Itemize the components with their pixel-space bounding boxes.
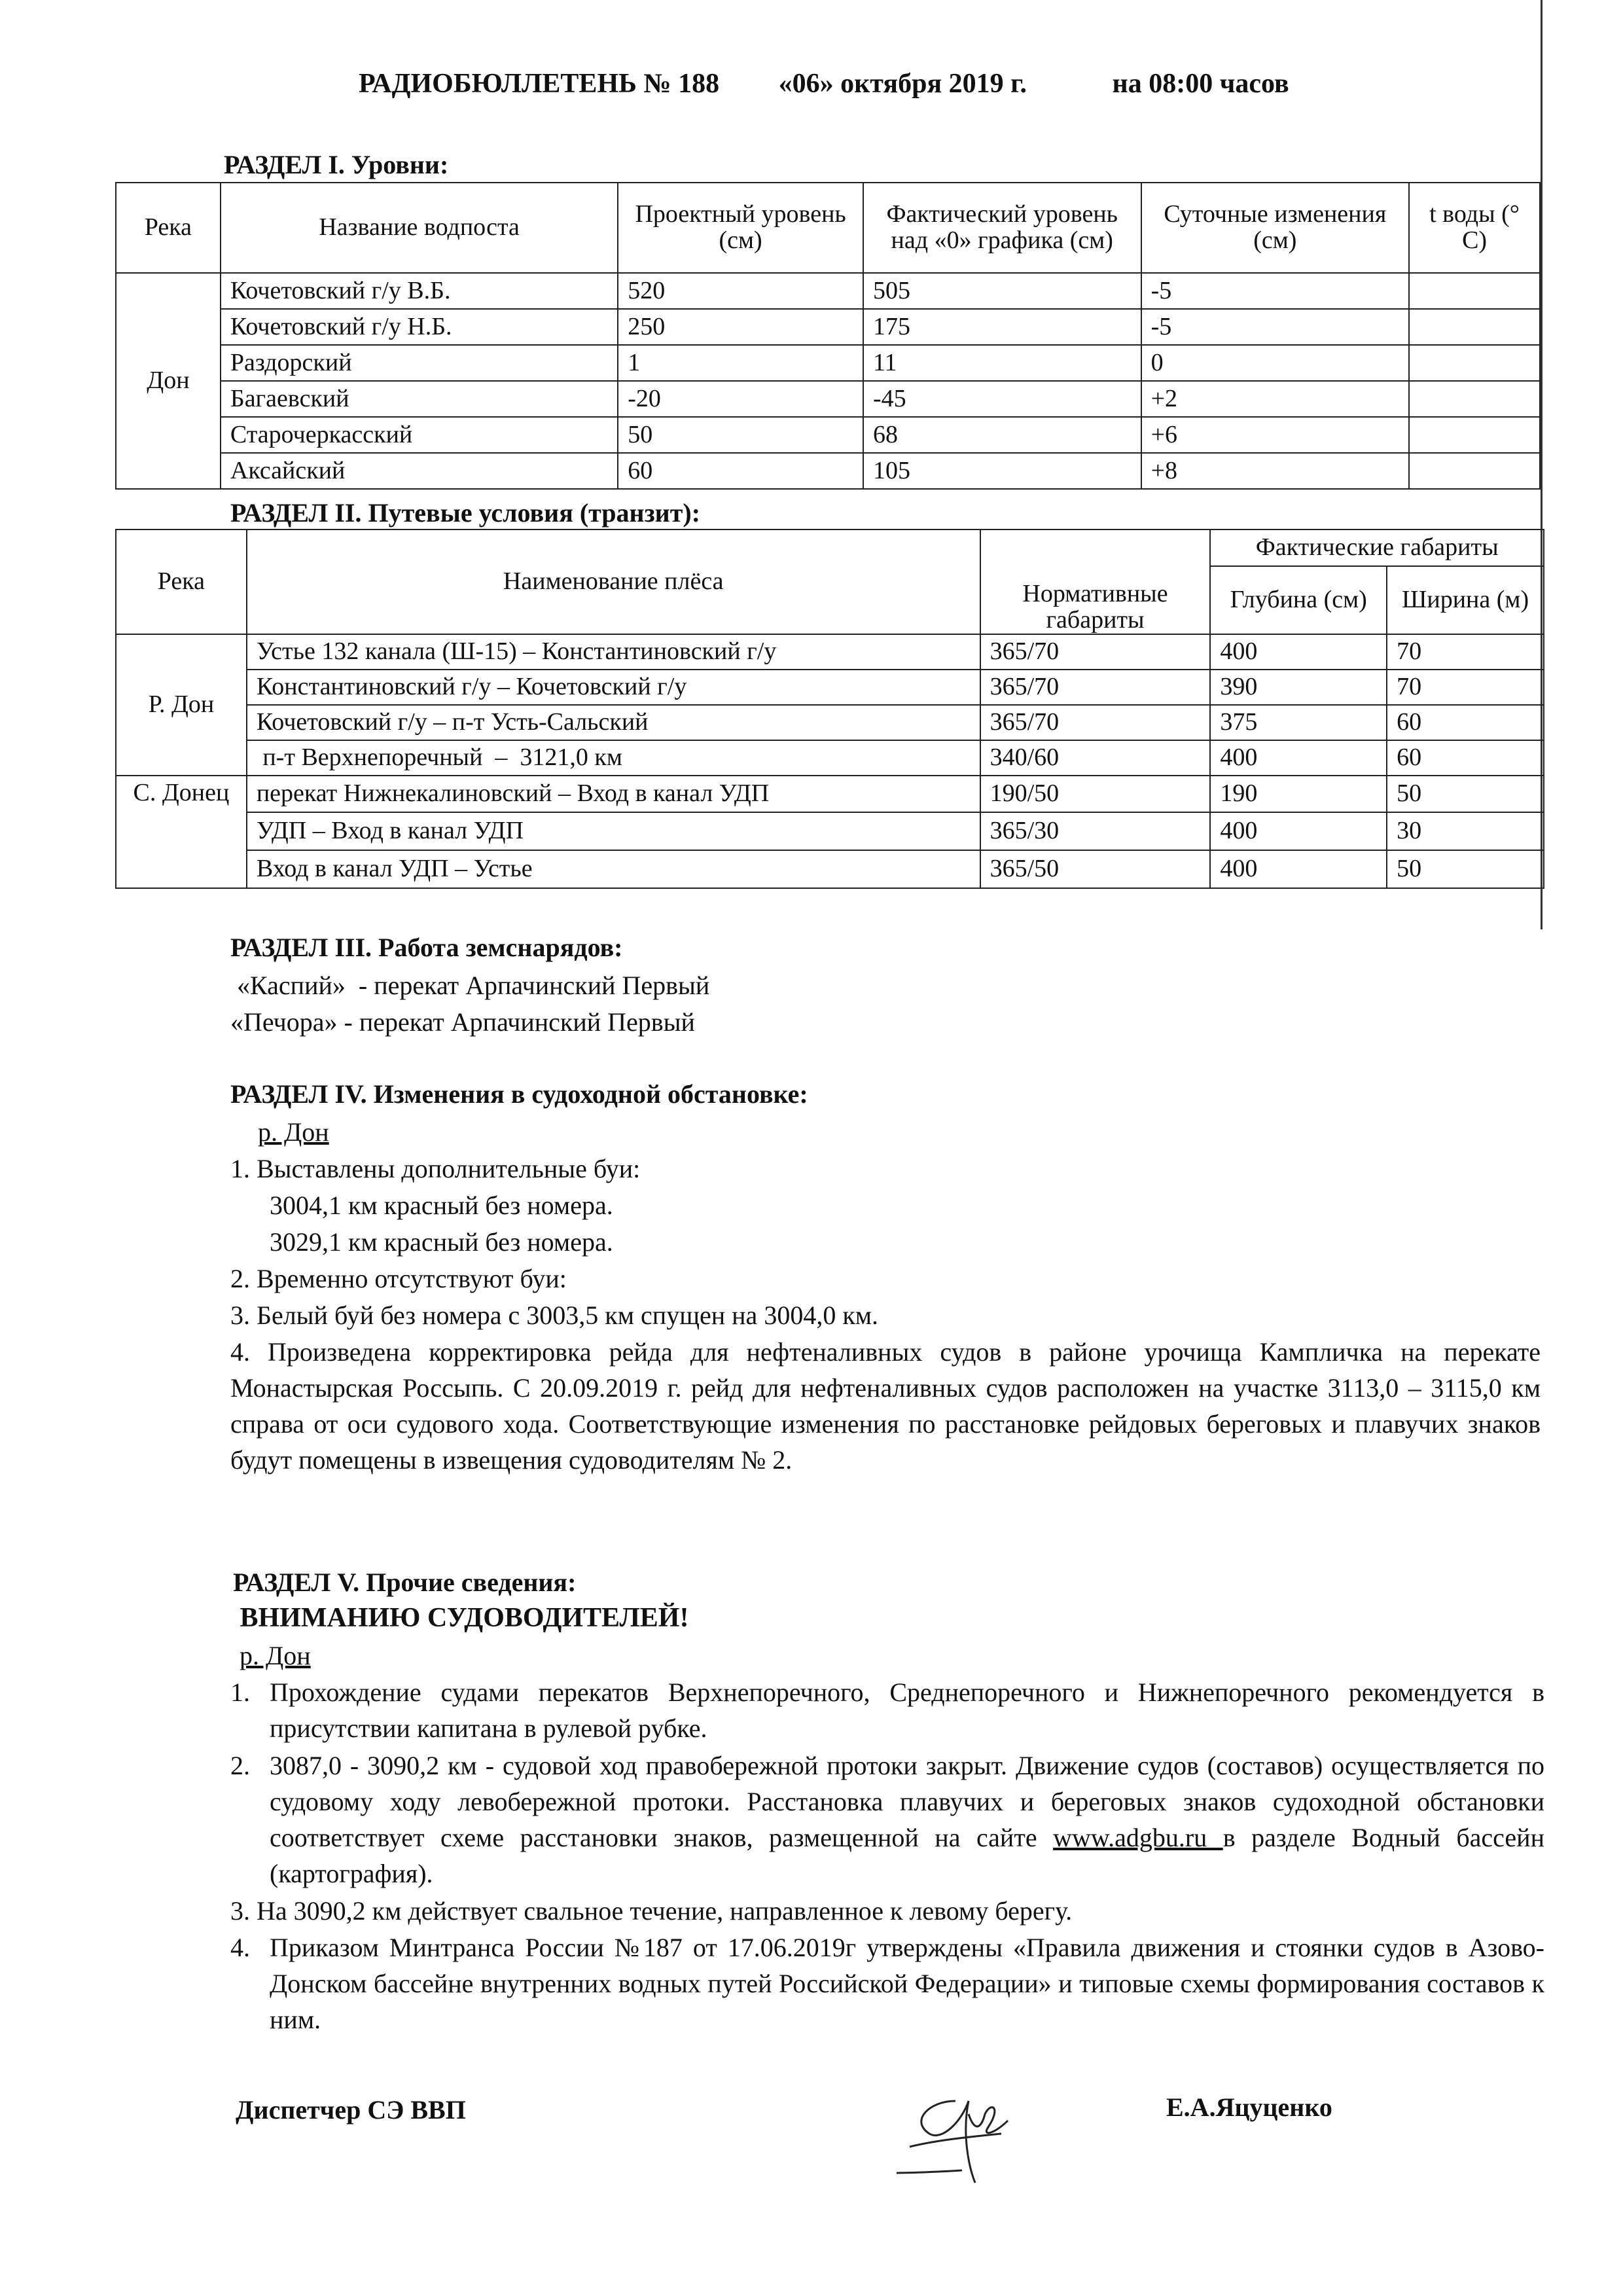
table-row [116, 670, 1544, 705]
reach-name: Константиновский г/у – Кочетовский г/у [247, 670, 980, 705]
bulletin-title: РАДИОБЮЛЛЕТЕНЬ № 188 [359, 69, 720, 99]
levels-col-river: Река [116, 183, 221, 273]
dispatcher-name: Е.А.Яцуценко [1166, 2092, 1332, 2122]
water-temp [1409, 273, 1540, 309]
bulletin-time: на 08:00 часов [1112, 69, 1289, 99]
reach-name: Устье 132 канала (Ш-15) – Константиновский г/у [247, 634, 980, 670]
transit-table [115, 529, 1544, 889]
transit-river-cell: Р. Дон [116, 634, 247, 776]
actual-depth: 390 [1210, 670, 1387, 705]
levels-col-actual: Фактический уровень над «0» графика (см) [863, 183, 1141, 273]
actual-depth: 400 [1210, 634, 1387, 670]
actual-level: 68 [863, 417, 1141, 453]
water-temp [1409, 309, 1540, 345]
table-row [116, 740, 1544, 776]
info-item-text: 3087,0 - 3090,2 км - судовой ход правобережной протоки закрыт. Движение судов (составов) осуществляется по судовому ходу левобережной протоки. Расстановка плавучих и береговых знаков судоходной обстановки соответствует схеме расстановки знаков, размещенной на сайте [270, 1751, 1544, 1852]
dredger-line: «Каспий» - перекат Арпачинский Первый [230, 971, 710, 1000]
reach-name: перекат Нижнекалиновский – Вход в канал УДП [247, 776, 980, 812]
section-1-title: РАЗДЕЛ I. Уровни: [224, 150, 449, 179]
table-row [116, 381, 1540, 417]
change-item: 3029,1 км красный без номера. [270, 1227, 613, 1257]
design-level: 1 [618, 345, 863, 381]
bulletin-header [359, 68, 1289, 99]
water-temp [1409, 453, 1540, 489]
water-temp [1409, 417, 1540, 453]
post-name: Багаевский [221, 381, 618, 417]
actual-width: 30 [1387, 812, 1544, 850]
actual-level: 505 [863, 273, 1141, 309]
change-item: 3004,1 км красный без номера. [270, 1191, 613, 1220]
levels-col-design: Проектный уровень (см) [618, 183, 863, 273]
change-item: 2. Временно отсутствуют буи: [230, 1264, 567, 1293]
transit-river-cell: С. Донец [116, 776, 247, 888]
section-4-title: РАЗДЕЛ IV. Изменения в судоходной обстановке: [230, 1079, 808, 1109]
transit-header-row-1 [116, 529, 1544, 566]
post-name: Раздорский [221, 345, 618, 381]
norm-dims: 365/70 [980, 634, 1211, 670]
daily-change: +8 [1141, 453, 1410, 489]
design-level: 60 [618, 453, 863, 489]
info-item-text: в разделе Водный бассейн (картография). [270, 1823, 1544, 1888]
design-level: -20 [618, 381, 863, 417]
table-row [116, 634, 1544, 670]
water-temp [1409, 345, 1540, 381]
table-row [116, 850, 1544, 888]
transit-col-normative: Нормативные габариты [980, 529, 1211, 634]
dredger-line: «Печора» - перекат Арпачинский Первый [230, 1007, 695, 1037]
reach-name: Кочетовский г/у – п-т Усть-Сальский [247, 705, 980, 740]
info-item-number: 4. [230, 1933, 250, 1962]
norm-dims: 365/30 [980, 812, 1211, 850]
design-level: 520 [618, 273, 863, 309]
change-item: 1. Выставлены дополнительные буи: [230, 1154, 641, 1183]
levels-table [115, 182, 1541, 490]
levels-col-post: Название водпоста [221, 183, 618, 273]
transit-col-depth: Глубина (см) [1210, 566, 1387, 634]
design-level: 50 [618, 417, 863, 453]
info-item [270, 1748, 1544, 1892]
actual-depth: 400 [1210, 812, 1387, 850]
table-row [116, 417, 1540, 453]
norm-dims: 190/50 [980, 776, 1211, 812]
actual-width: 50 [1387, 776, 1544, 812]
actual-width: 60 [1387, 705, 1544, 740]
section-3-title: РАЗДЕЛ III. Работа земснарядов: [230, 933, 623, 962]
info-item-number: 1. [230, 1677, 250, 1707]
transit-col-width: Ширина (м) [1387, 566, 1544, 634]
table-row [116, 273, 1540, 309]
reach-name: Вход в канал УДП – Устье [247, 850, 980, 888]
bulletin-date: «06» октября 2019 г. [778, 69, 1027, 99]
actual-level: 105 [863, 453, 1141, 489]
water-temp [1409, 381, 1540, 417]
daily-change: +2 [1141, 381, 1410, 417]
transit-col-actual: Фактические габариты [1210, 529, 1544, 566]
attention-heading: ВНИМАНИЮ СУДОВОДИТЕЛЕЙ! [233, 1603, 689, 1633]
actual-depth: 375 [1210, 705, 1387, 740]
actual-depth: 400 [1210, 740, 1387, 776]
daily-change: +6 [1141, 417, 1410, 453]
norm-dims: 365/70 [980, 670, 1211, 705]
actual-level: -45 [863, 381, 1141, 417]
levels-river-cell: Дон [116, 273, 221, 489]
post-name: Кочетовский г/у В.Б. [221, 273, 618, 309]
daily-change: -5 [1141, 309, 1410, 345]
actual-depth: 190 [1210, 776, 1387, 812]
table-row [116, 453, 1540, 489]
signature-image [870, 2075, 1067, 2193]
levels-col-change: Суточные изменения (см) [1141, 183, 1410, 273]
info-item: Прохождение судами перекатов Верхнепоречного, Среднепоречного и Нижнепоречного рекомендуется в присутствии капитана в рулевой рубке. [270, 1677, 1544, 1743]
levels-header-row [116, 183, 1540, 273]
post-name: Кочетовский г/у Н.Б. [221, 309, 618, 345]
section-5-title: РАЗДЕЛ V. Прочие сведения: [233, 1568, 577, 1597]
daily-change: 0 [1141, 345, 1410, 381]
actual-level: 175 [863, 309, 1141, 345]
section-4-river: р. Дон [258, 1117, 329, 1147]
actual-width: 60 [1387, 740, 1544, 776]
actual-depth: 400 [1210, 850, 1387, 888]
levels-col-temp: t воды (° C) [1409, 183, 1540, 273]
norm-dims: 365/70 [980, 705, 1211, 740]
info-item: Приказом Минтранса России №187 от 17.06.2019г утверждены «Правила движения и стоянки судов в Азово-Донском бассейне внутренних водных путей Российской Федерации» и типовые схемы формирования составов к ним. [270, 1933, 1544, 2034]
actual-width: 50 [1387, 850, 1544, 888]
norm-dims: 340/60 [980, 740, 1211, 776]
info-item: 3. На 3090,2 км действует свальное течение, направленное к левому берегу. [230, 1896, 1073, 1926]
table-row [116, 345, 1540, 381]
design-level: 250 [618, 309, 863, 345]
change-item: 4. Произведена корректировка рейда для нефтеналивных судов в районе урочища Кампличка на перекате Монастырская Россыпь. С 20.09.2019 г. рейд для нефтеналивных судов расположен на участке 3113,0 – 3115,0 км справа от оси судового хода. Соответствующие изменения по расстановке рейдовых береговых и плавучих знаков будут помещены в извещения судоводителям № 2. [230, 1337, 1541, 1475]
actual-width: 70 [1387, 670, 1544, 705]
post-name: Аксайский [221, 453, 618, 489]
website-link[interactable]: www.adgbu.ru [1053, 1823, 1223, 1852]
daily-change: -5 [1141, 273, 1410, 309]
table-row [116, 705, 1544, 740]
table-row [116, 309, 1540, 345]
transit-col-reach: Наименование плёса [247, 529, 980, 634]
norm-dims: 365/50 [980, 850, 1211, 888]
section-5-river: р. Дон [240, 1641, 311, 1670]
reach-name: п-т Верхнепоречный – 3121,0 км [247, 740, 980, 776]
section-2-title: РАЗДЕЛ II. Путевые условия (транзит): [230, 498, 701, 528]
actual-width: 70 [1387, 634, 1544, 670]
change-item: 3. Белый буй без номера с 3003,5 км спущен на 3004,0 км. [230, 1300, 879, 1330]
info-item-number: 2. [230, 1751, 250, 1780]
actual-level: 11 [863, 345, 1141, 381]
table-row [116, 812, 1544, 850]
transit-col-river: Река [116, 529, 247, 634]
dispatcher-position: Диспетчер СЭ ВВП [236, 2095, 466, 2125]
table-row [116, 776, 1544, 812]
post-name: Старочеркасский [221, 417, 618, 453]
reach-name: УДП – Вход в канал УДП [247, 812, 980, 850]
